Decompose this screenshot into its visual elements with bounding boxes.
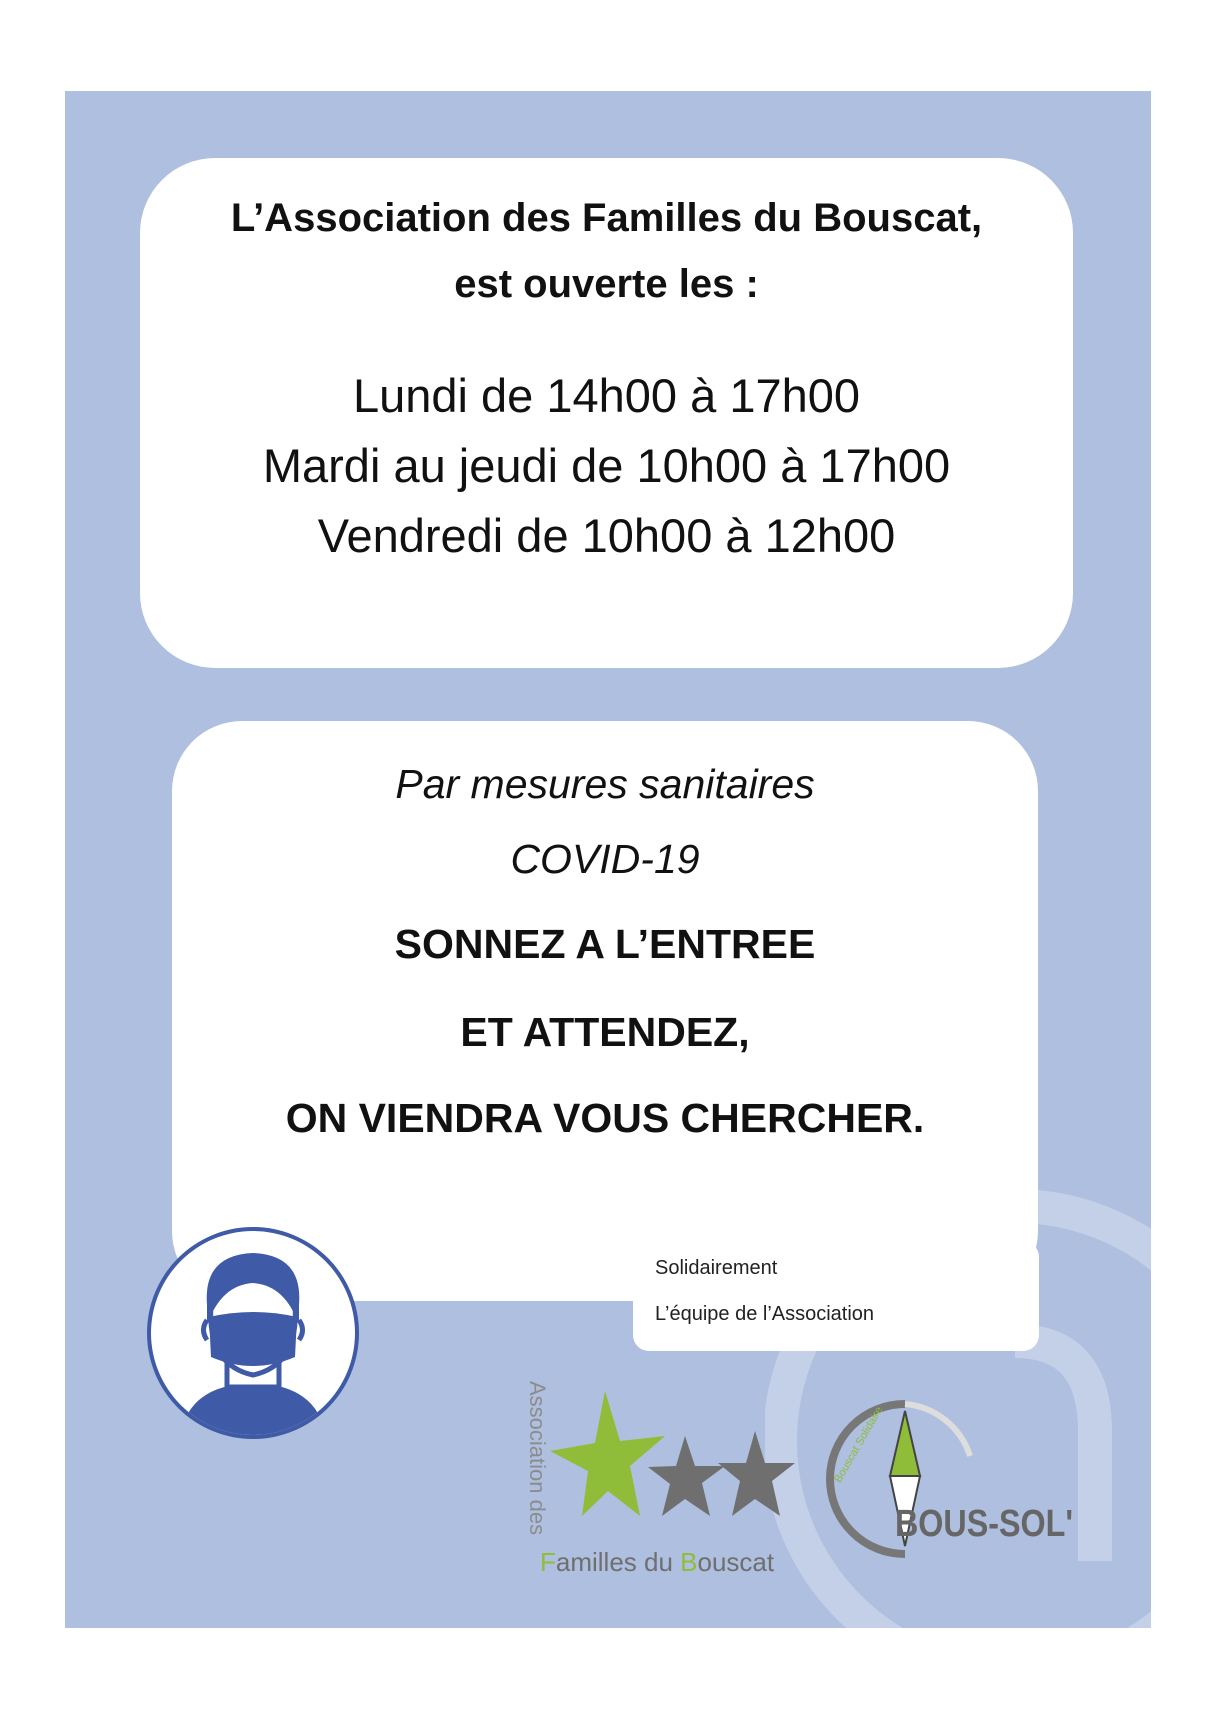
covid-line4: ET ATTENDEZ, (460, 1009, 750, 1055)
covid-line3: SONNEZ A L’ENTREE (394, 921, 816, 967)
afb-logo (490, 1381, 800, 1581)
schedule-friday: Vendredi de 10h00 à 12h00 (317, 509, 896, 562)
signature-line1: Solidairement (655, 1257, 778, 1279)
face-mask-icon (145, 1225, 361, 1441)
schedule-tue-thu: Mardi au jeudi de 10h00 à 17h00 (262, 439, 951, 492)
poster (65, 91, 1151, 1628)
hours-title-line1: L’Association des Familles du Bouscat, (230, 196, 983, 240)
opening-hours-box (140, 158, 1073, 668)
bous-sol-logo (810, 1396, 1090, 1576)
covid-line2: COVID-19 (510, 836, 700, 882)
signature-line2: L’équipe de l’Association (655, 1303, 875, 1325)
covid-notice-box (172, 721, 1038, 1301)
afb-vertical-text: Association des (525, 1381, 550, 1536)
signature-box (633, 1241, 1039, 1351)
afb-bottom-text: Familles du Bouscat (540, 1547, 775, 1577)
schedule-monday: Lundi de 14h00 à 17h00 (352, 369, 861, 422)
hours-title-line2: est ouverte les : (454, 262, 759, 306)
bous-sol-arc-text: Bouscat Solidaire (832, 1404, 886, 1485)
covid-line1: Par mesures sanitaires (395, 761, 815, 807)
covid-line5: ON VIENDRA VOUS CHERCHER. (285, 1095, 925, 1141)
bous-sol-name: BOUS-SOL' (895, 1502, 1074, 1545)
star-figures-icon (550, 1391, 795, 1516)
